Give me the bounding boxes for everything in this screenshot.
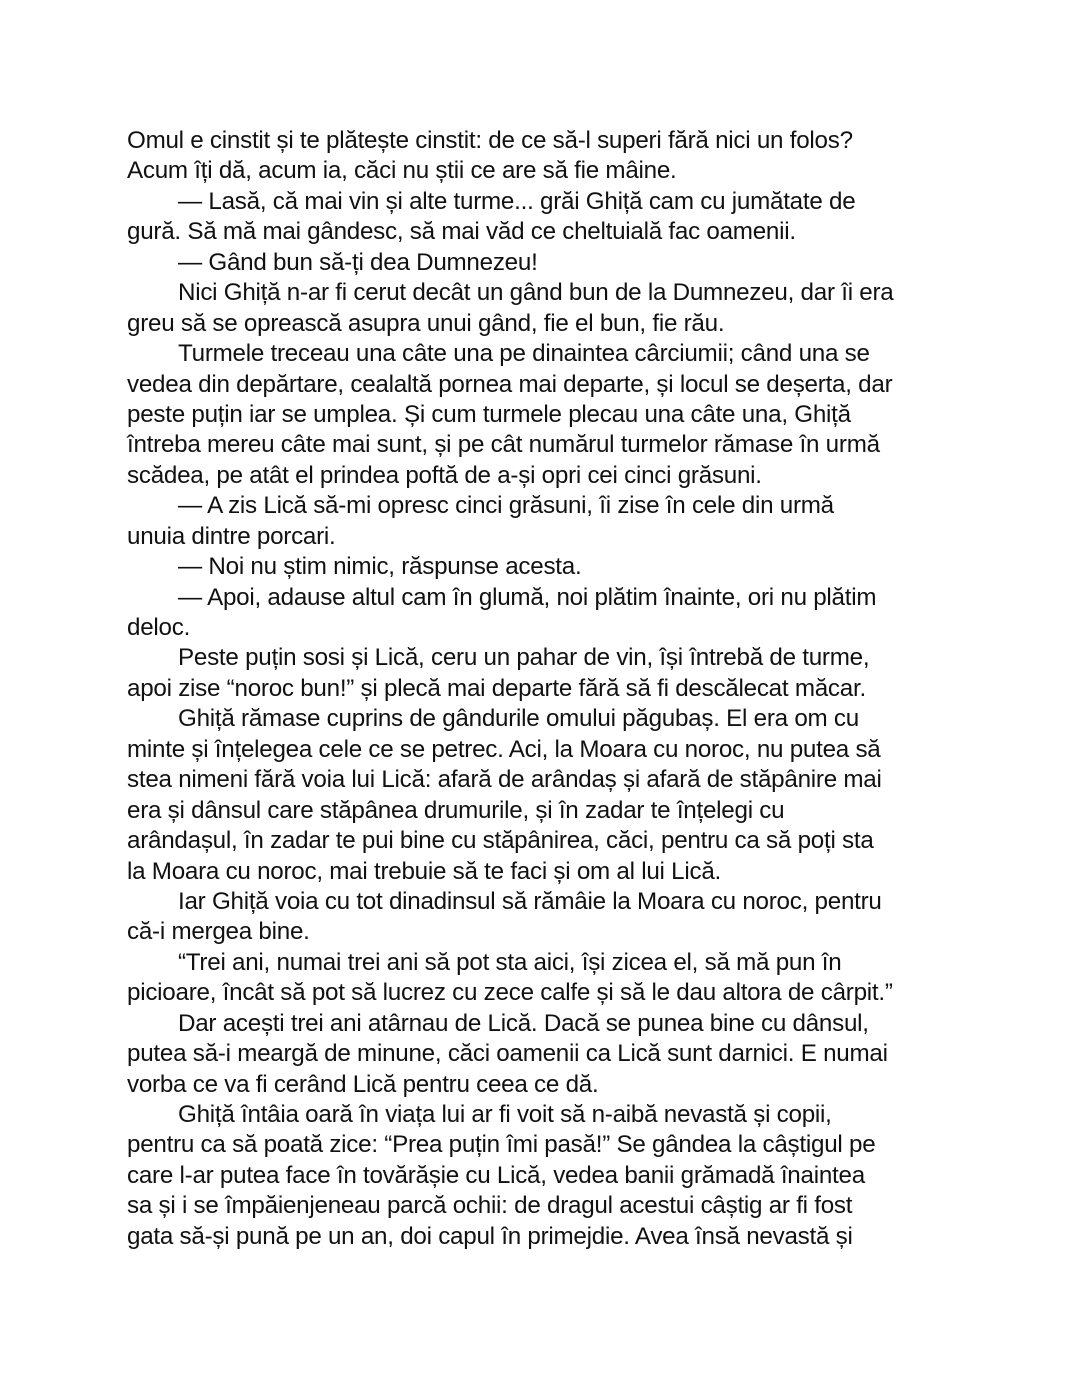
text-line: apoi zise “noroc bun!” și plecă mai departe fără să fi descălecat măcar.: [127, 674, 866, 702]
text-line: putea să-i meargă de minune, căci oamenii ca Lică sunt darnici. E numai: [127, 1040, 888, 1068]
text-line: stea nimeni fără voia lui Lică: afară de arândaș și afară de stăpânire mai: [127, 766, 882, 794]
text-line: Peste puțin sosi și Lică, ceru un pahar de vin, își întrebă de turme,: [178, 644, 870, 672]
text-line: vorba ce va fi cerând Lică pentru ceea ce dă.: [127, 1070, 599, 1098]
text-line: Dar acești trei ani atârnau de Lică. Dacă se punea bine cu dânsul,: [178, 1009, 869, 1037]
text-line: — Noi nu știm nimic, răspunse acesta.: [178, 553, 582, 581]
text-line: greu să se oprească asupra unui gând, fie el bun, fie rău.: [127, 309, 725, 337]
text-line: la Moara cu noroc, mai trebuie să te faci și om al lui Lică.: [127, 857, 721, 885]
text-line: deloc.: [127, 614, 191, 641]
text-line: Ghiță rămase cuprins de gândurile omului păgubaș. El era om cu: [178, 705, 859, 733]
text-line: picioare, încât să pot să lucrez cu zece calfe și să le dau altora de cârpit.”: [127, 979, 893, 1007]
text-line: pentru ca să poată zice: “Prea puțin îmi pasă!” Se gândea la câștigul pe: [127, 1131, 876, 1159]
text-line: gură. Să mă mai gândesc, să mai văd ce cheltuială fac oamenii.: [127, 218, 796, 246]
text-line: întreba mereu câte mai sunt, și pe cât numărul turmelor rămase în urmă: [127, 431, 880, 459]
text-line: arândașul, în zadar te pui bine cu stăpânirea, căci, pentru ca să poți sta: [127, 827, 874, 855]
text-line: — A zis Lică să-mi opresc cinci grăsuni, îi zise în cele din urmă: [178, 492, 834, 520]
text-line: Turmele treceau una câte una pe dinaintea cârciumii; când una se: [178, 340, 870, 368]
text-line: Omul e cinstit și te plătește cinstit: de ce să-l superi fără nici un folos?: [127, 127, 853, 154]
text-line: Iar Ghiță voia cu tot dinadinsul să rămâie la Moara cu noroc, pentru: [178, 887, 882, 915]
text-line: — Apoi, adause altul cam în glumă, noi plătim înainte, ori nu plătim: [178, 583, 877, 611]
text-line: Nici Ghiță n-ar fi cerut decât un gând bun de la Dumnezeu, dar îi era: [178, 279, 894, 307]
text-line: Ghiță întâia oară în viața lui ar fi voit să n-aibă nevastă și copii,: [178, 1101, 832, 1128]
text-line: peste puțin iar se umplea. Și cum turmele plecau una câte una, Ghiță: [127, 400, 851, 428]
text-line: minte și înțelegea cele ce se petrec. Aci, la Moara cu noroc, nu putea să: [127, 735, 881, 763]
text-line: vedea din depărtare, cealaltă pornea mai departe, și locul se deșerta, dar: [127, 370, 893, 398]
document-page: [127, 126, 957, 1252]
text-line: unuia dintre porcari.: [127, 522, 336, 550]
text-line: Acum îți dă, acum ia, căci nu știi ce are să fie mâine.: [127, 157, 677, 185]
text-line: — Lasă, că mai vin și alte turme... grăi Ghiță cam cu jumătate de: [178, 187, 856, 215]
text-line: scădea, pe atât el prindea poftă de a-și opri cei cinci grăsuni.: [127, 461, 762, 489]
text-line: — Gând bun să-ți dea Dumnezeu!: [178, 248, 538, 276]
text-line: “Trei ani, numai trei ani să pot sta aici, își zicea el, să mă pun în: [178, 948, 842, 976]
text-line: gata să-și pună pe un an, doi capul în primejdie. Avea însă nevastă și: [127, 1222, 853, 1250]
text-line: sa și i se împăienjeneau parcă ochii: de dragul acestui câștig ar fi fost: [127, 1192, 853, 1220]
text-line: care l-ar putea face în tovărășie cu Lică, vedea banii grămadă înaintea: [127, 1161, 865, 1189]
text-line: că-i mergea bine.: [127, 918, 310, 946]
text-line: era și dânsul care stăpânea drumurile, și în zadar te înțelegi cu: [127, 796, 785, 824]
